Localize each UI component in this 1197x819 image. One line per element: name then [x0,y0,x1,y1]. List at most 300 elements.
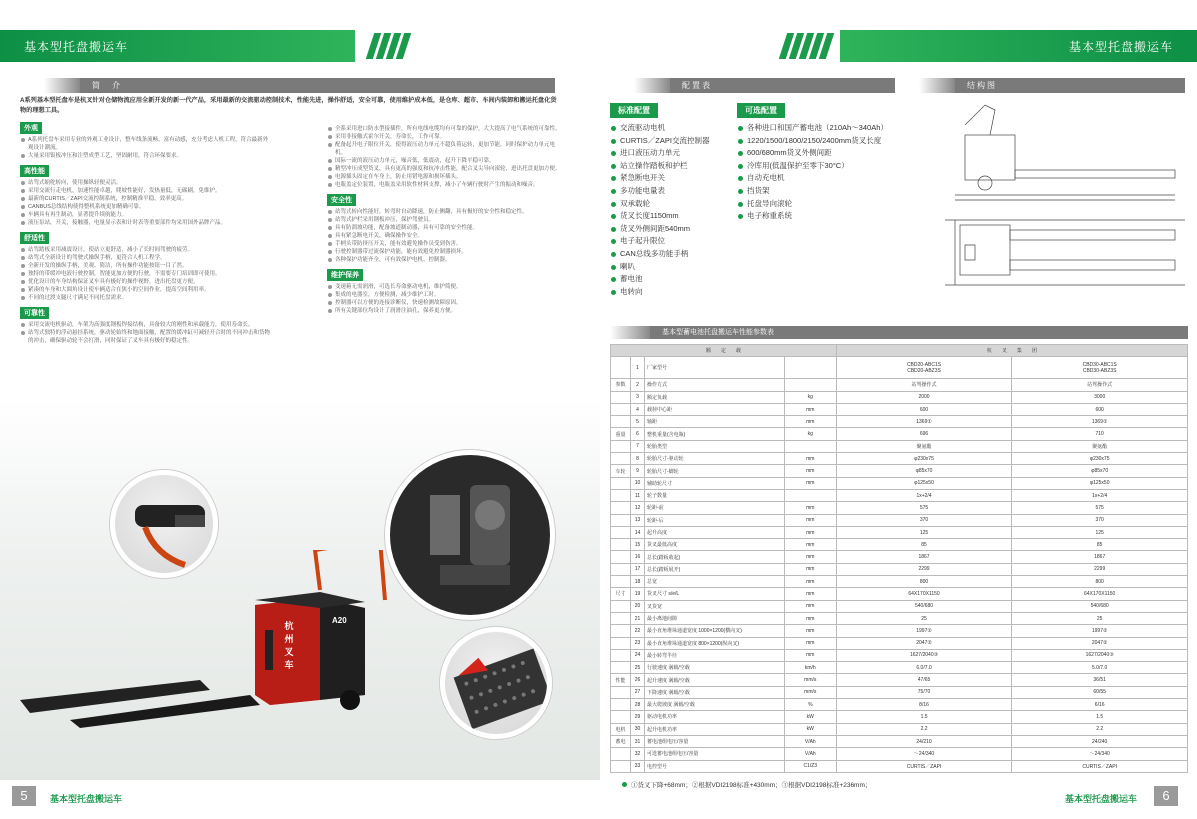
item-cell: 总宽 [644,576,784,588]
row-number-cell: 15 [630,539,644,551]
feature-item: 采用非接触式霍尔开关，寿命长，工作可靠。 [327,133,562,141]
feature-section-title: 安全性 [327,194,356,206]
row-number-cell: 24 [630,649,644,661]
unit-cell: mm [784,576,836,588]
item-cell: 额定负载 [644,391,784,403]
item-cell: 最小直角堆垛通道宽度 800×1200(纵向叉) [644,637,784,649]
value-cell-b: CBD30-ABC1S CBD30-ABZ3S [1012,357,1188,379]
footnote-text: ①货叉下降+68mm；②根据VDI2198标准+430mm；③根据VDI2198标准+236mm； [631,782,872,789]
value-cell-a: ～24/340 [836,748,1012,760]
row-number-cell: 12 [630,502,644,514]
item-cell: 轮胎尺寸-脚轮 [644,465,784,477]
item-cell: 辅助轮尺寸 [644,477,784,489]
feature-item: 全系采用进口防水型接插件，所有电线电缆均有可靠的保护，大大提高了电气系统的可靠性。 [327,125,562,133]
table-row [611,514,1188,526]
right-footer-title: 基本型托盘搬运车 [1065,794,1138,804]
config-item: 各种进口和国产蓄电池（210Ah～340Ah） [737,122,907,135]
config-item: 电转向 [610,286,735,299]
value-cell-a: 800 [836,576,1012,588]
value-cell-b: 25 [1012,612,1188,624]
intro-section-bar [20,78,555,93]
value-cell-a: 2047② [836,637,1012,649]
group-cell: 参数 [611,379,631,391]
right-header-stripes [783,33,833,64]
table-row [611,600,1188,612]
config-item: 多功能电量表 [610,185,735,198]
truck-char-1: 杭 [284,621,294,631]
feature-item: 站驾踏板采用减震设计，使站立更舒适，减小了长时间驾驶的疲劳。 [20,246,270,254]
value-cell-a: 1867 [836,551,1012,563]
unit-cell: mm [784,514,836,526]
feature-item: 站驾式转向性能好，转弯时自动降速，防止侧翻，具有极好的安全性和稳定性。 [327,208,562,216]
unit-cell: mm [784,453,836,465]
row-number-cell: 33 [630,760,644,772]
unit-cell: mm [784,637,836,649]
left-page-number: 5 [12,786,36,806]
row-number-cell: 8 [630,453,644,465]
config-item: 托盘导向滚轮 [737,198,907,211]
feature-item: 各种保护功能齐全，可有效保护电机、控制器。 [327,256,562,264]
value-cell-b: 1627/2040③ [1012,649,1188,661]
feature-item: 站驾式护栏采用钢板冲压，保护驾驶员。 [327,216,562,224]
table-row [611,748,1188,760]
feature-item: 独特的带缓冲电液行驶控制，智能更加方便的行驶，不需要专门培训即可使用。 [20,270,270,278]
unit-cell: mm [784,563,836,575]
group-cell [611,699,631,711]
row-number-cell: 14 [630,526,644,538]
pallet-truck-image [20,550,440,730]
features-col1 [20,117,270,345]
group-cell [611,416,631,428]
config-label: 配置表 [670,78,945,93]
value-cell-a: 站驾操作式 [836,379,1012,391]
standard-config-title: 标准配置 [610,103,658,118]
item-cell: 轮距-前 [644,502,784,514]
row-number-cell: 16 [630,551,644,563]
table-row [611,465,1188,477]
table-row [611,637,1188,649]
right-header-bar [840,30,1197,62]
item-cell: 起升电机功率 [644,723,784,735]
feature-item: 行驶控制器带过流保护功能，能有效避免控制器损坏。 [327,248,562,256]
unit-cell: % [784,699,836,711]
intro-text: A系列基本型托盘车是杭叉针对仓储物流应用全新开发的新一代产品，采用最新的交流驱动控制技术，性能先进，操作舒适，安全可靠，使用维护成本低，是仓库、超市、车间内装卸和搬运托盘化货物的理想工具。 [20,97,557,114]
group-cell [611,391,631,403]
table-row [611,453,1188,465]
config-item: 自动充电机 [737,172,907,185]
value-cell-b: 1997② [1012,625,1188,637]
table-title: 基本型蓄电池托盘搬运车性能参数表 [650,326,1188,339]
right-page-number: 6 [1154,786,1178,806]
row-number-cell: 22 [630,625,644,637]
features-col2 [327,125,562,315]
table-row [611,391,1188,403]
item-cell: 驱动电机功率 [644,711,784,723]
value-cell-a: 2.2 [836,723,1012,735]
row-number-cell: 21 [630,612,644,624]
config-item: 货叉外侧间距540mm [610,223,735,236]
table-row [611,649,1188,661]
unit-cell: mm [784,502,836,514]
unit-cell [784,440,836,452]
table-row [611,735,1188,747]
table-row [611,625,1188,637]
item-cell: 载荷中心距 [644,403,784,415]
left-footer-title: 基本型托盘搬运车 [50,794,123,804]
item-cell: 起升速度 满载/空载 [644,674,784,686]
group-cell: 性能 [611,674,631,686]
table-row [611,723,1188,735]
value-cell-b: 6/16 [1012,699,1188,711]
row-number-cell: 2 [630,379,644,391]
row-number-cell: 1 [630,357,644,379]
value-cell-a: 696 [836,428,1012,440]
feature-item: 国际一流的液压动力单元，噪音低，低震动，起升下降平稳可靠。 [327,157,562,165]
table-row [611,379,1188,391]
feature-item: 具有防溜坡功能，配备坡道制动器，具有可靠的安全性能。 [327,224,562,232]
value-cell-a: 24/210 [836,735,1012,747]
table-row [611,477,1188,489]
feature-item: 电源插头固定在车身上，防止用错电源和损坏插头。 [327,173,562,181]
item-cell: 整机重量(含电瓶) [644,428,784,440]
unit-cell: mm [784,465,836,477]
unit-cell: mm [784,477,836,489]
truck-char-2: 州 [284,634,294,644]
table-row [611,760,1188,772]
value-cell-b: 聚氨酯 [1012,440,1188,452]
feature-item: 不同的过渡支腿尺寸满足不同托盘需求。 [20,294,270,302]
group-cell [611,453,631,465]
row-number-cell: 31 [630,735,644,747]
config-item: CURTIS／ZAPI交流控制器 [610,135,735,148]
value-cell-a: 64X170X1150 [836,588,1012,600]
value-cell-b: 1369① [1012,416,1188,428]
table-row [611,612,1188,624]
group-cell: 电机 [611,723,631,735]
feature-item: 手柄头带防挤压开关，能有效避免操作员受到伤害。 [327,240,562,248]
item-cell: 最大爬坡度 满载/空载 [644,699,784,711]
feature-section-title: 舒适性 [20,232,49,244]
row-number-cell: 25 [630,662,644,674]
feature-item: 采用交流行走电机，加速性能卓越，爬坡性能好，发热量低，无碳刷，免维护。 [20,187,270,195]
table-row [611,428,1188,440]
value-cell-a: 600 [836,403,1012,415]
value-cell-b: φ230x75 [1012,453,1188,465]
platform-detail-image [440,627,552,739]
value-cell-a: 8/16 [836,699,1012,711]
value-cell-b: 36/51 [1012,674,1188,686]
value-cell-a: 125 [836,526,1012,538]
unit-cell: mm [784,551,836,563]
unit-cell: mm/s [784,674,836,686]
feature-item: 采用交流电机驱动，车架为高强度钢板焊接结构，具备较大的刚性和承载能力，使用寿命长。 [20,321,270,329]
item-cell: 下降速度 满载/空载 [644,686,784,698]
table-row [611,416,1188,428]
value-cell-a: 370 [836,514,1012,526]
unit-cell: kg [784,428,836,440]
row-number-cell: 3 [630,391,644,403]
value-cell-b: 125 [1012,526,1188,538]
value-cell-b: 2047② [1012,637,1188,649]
table-row [611,440,1188,452]
value-cell-a: CURTIS／ZAPI [836,760,1012,772]
value-cell-b: 800 [1012,576,1188,588]
item-cell: 轮胎类型 [644,440,784,452]
config-item: 站立操作踏板和护栏 [610,160,735,173]
config-item: 电子称重系统 [737,210,907,223]
group-cell [611,600,631,612]
group-cell [611,563,631,575]
value-cell-a: 1627/2040③ [836,649,1012,661]
item-cell: 货叉尺寸 s/e/L [644,588,784,600]
feature-item: 集成的电器室，方便检测，减少维护工时。 [327,291,562,299]
feature-item: 液压泵站，开关，接触器，电量显示表和计时表等重要部件均采用国外品牌产品。 [20,219,270,227]
value-cell-b: 24/240 [1012,735,1188,747]
row-number-cell: 30 [630,723,644,735]
row-number-cell: 29 [630,711,644,723]
item-cell: 轮胎尺寸-驱动轮 [644,453,784,465]
config-item: 挡货架 [737,185,907,198]
value-cell-b: 64X170X1150 [1012,588,1188,600]
config-item: 进口液压动力单元 [610,147,735,160]
unit-cell: V/Ah [784,735,836,747]
feature-item: 站驾式全新设计的驾驶式操纵手柄，更符合人机工程学。 [20,254,270,262]
config-item: 双承载轮 [610,198,735,211]
feature-item: 车辆具有再生制动，显著提升续航能力。 [20,211,270,219]
unit-cell: V/Ah [784,748,836,760]
structure-diagram [945,95,1185,295]
table-row [611,563,1188,575]
value-cell-a: 47/65 [836,674,1012,686]
feature-item: 具有紧急断电开关，确保操作安全。 [327,232,562,240]
item-cell: 起升高度 [644,526,784,538]
unit-cell: mm [784,526,836,538]
group-cell [611,440,631,452]
spec-table [610,344,1188,773]
config-item: 喇叭 [610,261,735,274]
group-cell: 车轮 [611,465,631,477]
value-cell-a: 2299 [836,563,1012,575]
value-cell-b: 60/55 [1012,686,1188,698]
item-cell: 轮子数量 [644,489,784,501]
config-item: 蓄电池 [610,273,735,286]
value-cell-b: 710 [1012,428,1188,440]
table-row [611,539,1188,551]
unit-cell: kW [784,723,836,735]
row-number-cell: 27 [630,686,644,698]
value-cell-b: 5.0/7.0 [1012,662,1188,674]
value-cell-a: CBD20-ABC1S CBD20-ABZ3S [836,357,1012,379]
group-cell [611,502,631,514]
table-row [611,576,1188,588]
config-item: 紧急断电开关 [610,172,735,185]
feature-item: 站驾式缩舵转向，使用操纵轻便灵活。 [20,179,270,187]
row-number-cell: 10 [630,477,644,489]
right-header-title: 基本型托盘搬运车 [1068,39,1173,54]
config-item: 1220/1500/1800/2150/2400mm货叉长度 [737,135,907,148]
feature-item: CANBUS总线结构使得整机系统更加精确可靠。 [20,203,270,211]
truck-model-badge: A20 [332,616,347,625]
footnote [622,780,871,789]
value-cell-b: 1.5 [1012,711,1188,723]
item-cell: 轮距-后 [644,514,784,526]
unit-cell: mm [784,588,836,600]
value-cell-a: 1369① [836,416,1012,428]
value-cell-b: 540/680 [1012,600,1188,612]
unit-cell: kW [784,711,836,723]
row-number-cell: 19 [630,588,644,600]
table-row [611,357,1188,379]
value-cell-a: 2000 [836,391,1012,403]
feature-item: 紧凑的车身和大圆角设计使车辆适合在狭小的空间作业，提高空间利用率。 [20,286,270,294]
table-row [611,711,1188,723]
value-cell-b: φ85x70 [1012,465,1188,477]
group-cell [611,625,631,637]
feature-section-title: 可靠性 [20,307,49,319]
row-number-cell: 4 [630,403,644,415]
row-number-cell: 5 [630,416,644,428]
group-cell [611,612,631,624]
row-number-cell: 7 [630,440,644,452]
group-cell [611,514,631,526]
feature-item: 配备起升电子限位开关，使得液压动力单元不超负荷运转，更加节能，同时保护动力单元电机。 [327,141,562,157]
value-cell-b: 370 [1012,514,1188,526]
row-number-cell: 32 [630,748,644,760]
group-cell: 蓄电 [611,735,631,747]
group-cell [611,686,631,698]
diagram-section-bar [895,78,1185,93]
standard-config [610,100,735,298]
feature-item: 控制器可以方便的连接诊断仪，快速检测故障原因。 [327,299,562,307]
value-cell-b: CURTIS／ZAPI [1012,760,1188,772]
optional-config-title: 可选配置 [737,103,785,118]
group-cell [611,662,631,674]
unit-cell: mm/s [784,686,836,698]
feature-item: 优化设计的车身结构保证叉车具有极好的操作视野，进出托盘更方便。 [20,278,270,286]
group-cell [611,526,631,538]
group-cell [611,711,631,723]
value-cell-b: 600 [1012,403,1188,415]
group-cell [611,649,631,661]
feature-item: 大量采用钣板冲压和注塑成型工艺，坚固耐用，符合环保要求。 [20,152,270,160]
config-item: CAN总线多功能手柄 [610,248,735,261]
row-number-cell: 28 [630,699,644,711]
unit-cell [784,357,836,379]
feature-item: 变速箱无需润滑，可选长寿命驱动电机，维护简便。 [327,283,562,291]
unit-cell: mm [784,600,836,612]
unit-cell: mm [784,403,836,415]
row-number-cell: 17 [630,563,644,575]
left-header-bar [0,30,355,62]
unit-cell: mm [784,612,836,624]
table-header-left: 额 定 载 [611,345,837,357]
group-cell [611,551,631,563]
group-cell [611,760,631,772]
left-header-title: 基本型托盘搬运车 [24,39,129,54]
value-cell-b: φ125x50 [1012,477,1188,489]
group-cell: 尺寸 [611,588,631,600]
table-row [611,588,1188,600]
table-row [611,662,1188,674]
value-cell-a: φ230x75 [836,453,1012,465]
value-cell-b: 3000 [1012,391,1188,403]
value-cell-a: 聚氨酯 [836,440,1012,452]
value-cell-b: 2.2 [1012,723,1188,735]
item-cell: 总长(踏板收起) [644,551,784,563]
feature-item: 全新开发的操纵手柄，美观、简洁，所有操作功能按钮一目了然。 [20,262,270,270]
feature-item: 电瓶盖定位装置，电瓶盖采用软性材料支撑，减小了车辆行驶时产生的振动和噪音。 [327,181,562,189]
feature-item: 最新的CURTIS／ZAPI交流控制系统，控制精准平稳，效率更高。 [20,195,270,203]
config-item: 600/680mm货叉外侧间距 [737,147,907,160]
value-cell-a: φ125x50 [836,477,1012,489]
value-cell-a: 85 [836,539,1012,551]
value-cell-b: 1x+2/4 [1012,489,1188,501]
config-item: 电子起升限位 [610,235,735,248]
truck-char-3: 叉 [284,647,294,657]
table-header-right: 杭 叉 集 团 [836,345,1187,357]
unit-cell [784,489,836,501]
value-cell-a: 1997② [836,625,1012,637]
value-cell-b: 站驾操作式 [1012,379,1188,391]
item-cell: 最小离地间隙 [644,612,784,624]
value-cell-a: 540/680 [836,600,1012,612]
table-row [611,674,1188,686]
value-cell-b: ～24/340 [1012,748,1188,760]
value-cell-a: 1.5 [836,711,1012,723]
table-row [611,502,1188,514]
row-number-cell: 6 [630,428,644,440]
row-number-cell: 9 [630,465,644,477]
feature-section-title: 维护保养 [327,269,363,281]
group-cell: 重量 [611,428,631,440]
item-cell: 最小直角堆垛通道宽度 1000×1200(横向叉) [644,625,784,637]
row-number-cell: 11 [630,489,644,501]
item-cell: 电控型号 [644,760,784,772]
value-cell-a: 1x+2/4 [836,489,1012,501]
item-cell: 最小转弯半径 [644,649,784,661]
table-row [611,551,1188,563]
feature-item: 所有关键部位均设计了润滑注油孔，保养更方便。 [327,307,562,315]
item-cell: 操作方式 [644,379,784,391]
value-cell-a: 75/70 [836,686,1012,698]
value-cell-a: φ85x70 [836,465,1012,477]
item-cell: 叉货宽 [644,600,784,612]
value-cell-a: 6.0/7.0 [836,662,1012,674]
unit-cell: mm [784,539,836,551]
feature-item: 站驾式独特的浮动悬挂系统，驱动轮始终和地面接触，配置的缓冲缸可减轻开合时的不同冲击和货物的冲击，确保驱动轮不会打滑，同时保证了叉车具有极好的稳定性。 [20,329,270,345]
group-cell [611,539,631,551]
feature-item: A系列托盘车采用专业的外观工业设计，整车线条流畅，富有动感，充分考虑人机工程，符合最新外观设计潮流。 [20,136,270,152]
group-cell [611,489,631,501]
row-number-cell: 23 [630,637,644,649]
item-cell: 厂家型号 [644,357,784,379]
diagram-label: 结构图 [955,78,1185,93]
table-row [611,686,1188,698]
group-cell [611,576,631,588]
table-row [611,489,1188,501]
intro-label: 简 介 [80,78,555,93]
unit-cell: kg [784,391,836,403]
group-cell [611,748,631,760]
feature-section-title: 高性能 [20,165,49,177]
value-cell-b: 1867 [1012,551,1188,563]
item-cell: 总长(踏板展开) [644,563,784,575]
group-cell [611,637,631,649]
table-row [611,526,1188,538]
table-title-bar [610,326,1188,339]
unit-cell: mm [784,625,836,637]
unit-cell: C1/Z3 [784,760,836,772]
